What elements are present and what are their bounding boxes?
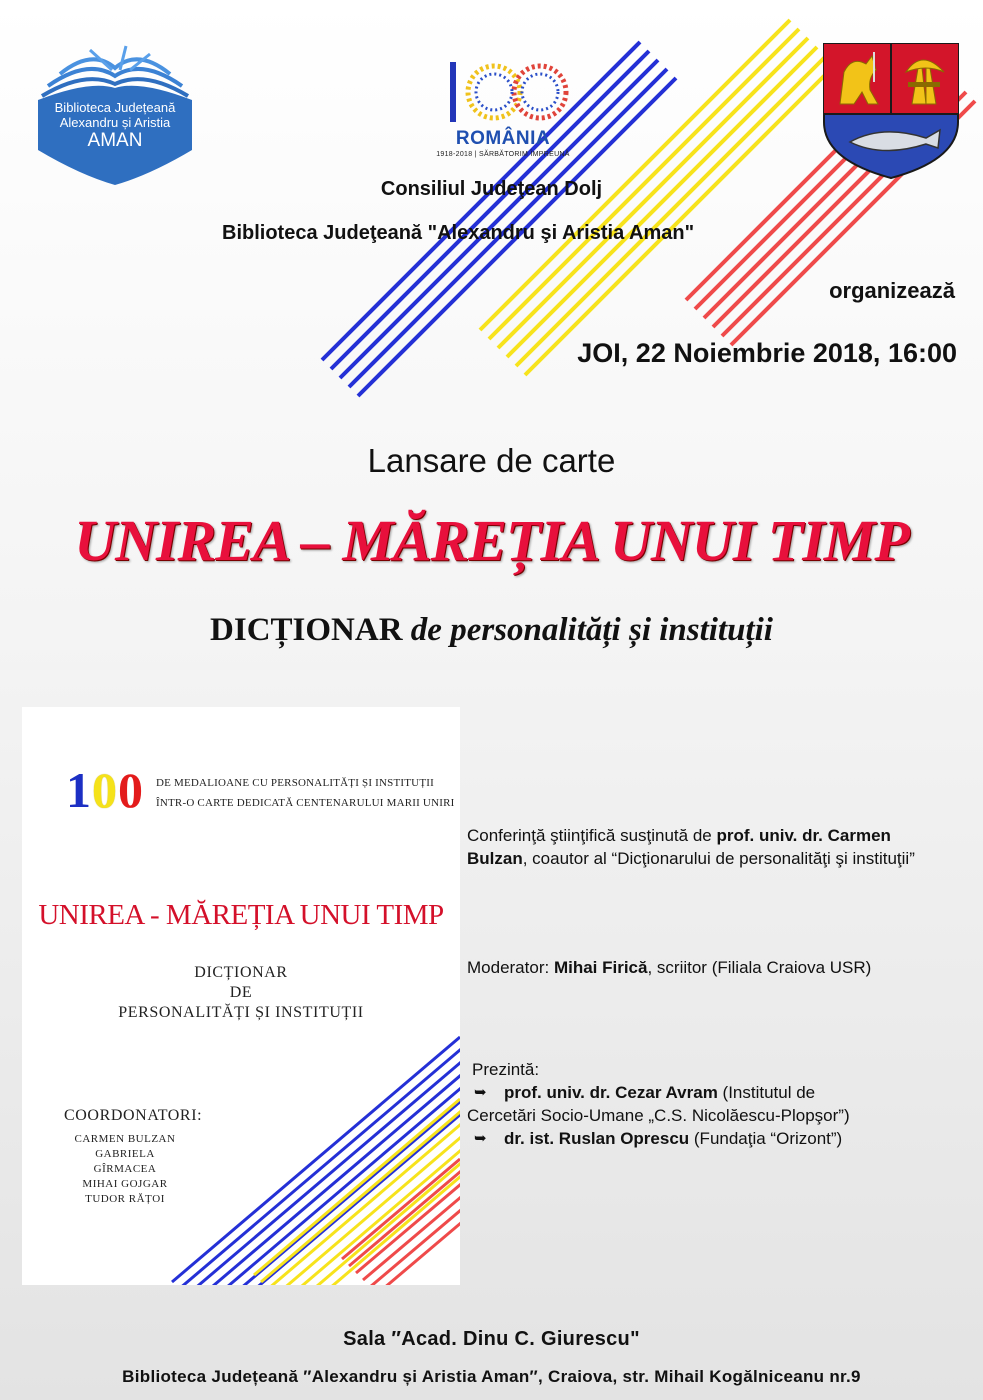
- list-item: [472, 1127, 967, 1150]
- conference-post: , coautor al “Dicţionarului de personalităţi şi instituţii”: [522, 849, 915, 868]
- library-name-aman: AMAN: [87, 130, 143, 151]
- list-item: [472, 1081, 967, 1104]
- cover-digit-1: 1: [66, 762, 92, 818]
- coordinator-name: GABRIELA GÎRMACEA: [93, 1148, 157, 1175]
- coordinator-name: MIHAI GOJGAR: [82, 1178, 168, 1190]
- arrow-bullet-icon: ➥: [474, 1084, 487, 1101]
- venue-hall: Sala ″Acad. Dinu C. Giurescu": [343, 1328, 640, 1350]
- centenary-100-icon: [436, 58, 570, 128]
- centenary-logo: [436, 58, 570, 168]
- cover-100-number: [66, 762, 144, 818]
- centenary-tagline: 1918-2018 | SĂRBĂTORIM ÎMPREUNĂ: [436, 151, 570, 158]
- cover-sub-line1: DICȚIONAR: [194, 964, 288, 981]
- centenary-country: ROMÂNIA: [455, 128, 551, 149]
- subtitle-dictionary: DICȚIONAR: [210, 612, 403, 648]
- presenter-name: prof. univ. dr. Cezar Avram: [504, 1083, 718, 1102]
- moderator-label: Moderator:: [467, 958, 554, 977]
- presenter-affiliation: (Institutul de: [717, 1083, 816, 1102]
- cover-digit-2: 0: [92, 762, 118, 818]
- library-name-line2: Alexandru și Aristia: [59, 115, 171, 130]
- event-type: Lansare de carte: [367, 442, 616, 479]
- dolj-coat-of-arms-icon: [822, 42, 960, 180]
- presenters-block: [467, 1058, 967, 1150]
- book-title: UNIREA – MĂREȚIA UNUI TIMP: [74, 508, 909, 573]
- arrow-bullet-icon: ➥: [474, 1130, 487, 1147]
- moderator-role: , scriitor (Filiala Craiova USR): [647, 958, 872, 977]
- cover-tagline-line2: ÎNTR-O CARTE DEDICATĂ CENTENARULUI MARII UNIRI: [156, 797, 455, 809]
- cover-tagline-line1: DE MEDALIOANE CU PERSONALITĂȚI ȘI INSTITUȚII: [156, 777, 434, 789]
- subtitle-rest: de personalități și instituții: [410, 612, 773, 648]
- stripe: [296, 1141, 460, 1285]
- coordinator-name: CARMEN BULZAN: [74, 1133, 176, 1145]
- cover-tagline: [156, 773, 454, 813]
- moderator-name: Mihai Firică: [553, 958, 648, 977]
- cover-sub-line2: DE: [229, 984, 253, 1001]
- presenter-affiliation: (Fundaţia “Orizont”): [689, 1129, 843, 1148]
- organizer-library: Biblioteca Judeţeană "Alexandru şi Aristia Aman": [222, 222, 695, 244]
- book-subtitle: [0, 612, 983, 649]
- book-cover-image: [22, 707, 460, 1285]
- presenters-label: Prezintă:: [472, 1060, 540, 1079]
- conference-speaker: prof. univ. dr. Carmen Bulzan: [467, 826, 891, 868]
- stripe: [179, 1044, 460, 1285]
- cover-digit-3: 0: [118, 762, 144, 818]
- library-name-line1: Biblioteca Județeană: [54, 100, 176, 115]
- cover-subtitle: [22, 963, 460, 1023]
- conference-pre: Conferinţă ştiinţifică susţinută de: [467, 826, 717, 845]
- stripe: [172, 1037, 460, 1282]
- library-logo: [30, 40, 200, 185]
- organizes-label: organizează: [829, 278, 955, 303]
- moderator-info: [467, 958, 871, 978]
- cover-coordinators-list: [64, 1132, 186, 1207]
- cover-title: UNIREA - MĂREȚIA UNUI TIMP: [38, 899, 444, 931]
- presenter-affiliation-cont: Cercetări Socio-Umane „C.S. Nicolăescu-Plopşor”): [467, 1106, 850, 1125]
- event-datetime: JOI, 22 Noiembrie 2018, 16:00: [577, 338, 957, 368]
- presenter-name: dr. ist. Ruslan Oprescu: [504, 1129, 690, 1148]
- organizer-county-council: Consiliul Judeţean Dolj: [380, 178, 603, 200]
- conference-info: [467, 824, 947, 870]
- cover-sub-line3: PERSONALITĂȚI ȘI INSTITUȚII: [118, 1004, 364, 1021]
- venue-address: Biblioteca Județeană ″Alexandru și Aristia Aman″, Craiova, str. Mihail Kogălniceanu nr.9: [122, 1367, 861, 1386]
- coordinator-name: TUDOR RĂȚOI: [85, 1193, 165, 1205]
- stripe: [207, 1072, 460, 1285]
- cover-coordinators-label: COORDONATORI:: [64, 1107, 203, 1124]
